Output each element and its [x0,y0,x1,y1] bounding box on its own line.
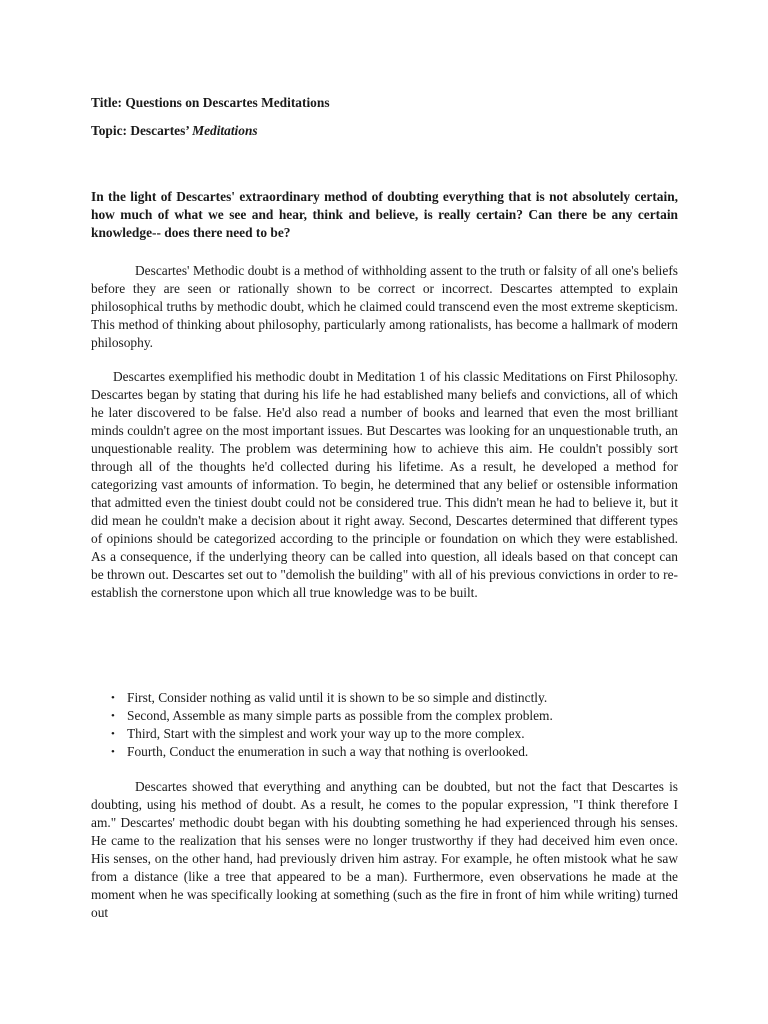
list-item [109,725,553,743]
list-item [109,689,553,707]
title-text: Title: Questions on Descartes Meditations [91,95,330,110]
rules-list [109,689,553,761]
list-item-text: Second, Assemble as many simple parts as possible from the complex problem. [127,708,553,723]
list-item [109,743,553,761]
bullet-icon: • [111,728,115,740]
paragraph-i-think: Descartes showed that everything and anything can be doubted, but not the fact that Descartes is doubting, using his method of doubt. As a result, he comes to the popular expression, "I think therefore I am." Descartes' methodic doubt began with his doubting something he had experienced through his senses. He came to the realization that his senses were no longer trustworthy if they had deceived him even once. His senses, on the other hand, had previously driven him astray. For example, he often mistook what he saw from a distance (like a tree that appeared to be a man). Furthermore, even observations he made at the moment when he was specifically looking at something (such as the fire in front of him while writing) turned out [91,779,678,920]
essay-question: In the light of Descartes' extraordinary method of doubting everything that is not absolutely certain, how much of what we see and hear, think and believe, is really certain? Can there be any certain knowledge-- does there need to be? [91,189,678,240]
list-item-text: Fourth, Conduct the enumeration in such a way that nothing is overlooked. [127,744,529,759]
list-item-text: Third, Start with the simplest and work your way up to the more complex. [127,726,525,741]
list-item-text: First, Consider nothing as valid until it is shown to be so simple and distinctly. [127,690,548,705]
bullet-icon: • [111,746,115,758]
bullet-icon: • [111,692,115,704]
topic-prefix: Topic: Descartes’ [91,123,193,138]
paragraph-meditation-one: Descartes exemplified his methodic doubt in Meditation 1 of his classic Meditations on First Philosophy. Descartes began by stating that during his life he had established many beliefs and convictions, all of which he later discovered to be false. He'd also read a number of books and learned that even the most brilliant minds couldn't agree on the most important issues. But Descartes was looking for an unquestionable truth, an unquestionable reality. The problem was determining how to achieve this aim. He couldn't possibly sort through all of the thoughts he'd collected during his lifetime. As a result, he developed a method for categorizing vast amounts of information. To begin, he determined that any belief or ostensible information that admitted even the tiniest doubt could not be considered true. This didn't mean he had to believe it, but it did mean he couldn't make a decision about it right away. Second, Descartes determined that different types of opinions should be categorized according to the principle or foundation on which they were established. As a consequence, if the underlying theory can be called into question, all ideals based on that concept can be thrown out. Descartes set out to "demolish the building" with all of his previous convictions in order to re-establish the cornerstone upon which all true knowledge was to be built. [91,369,678,600]
paragraph-methodic-doubt: Descartes' Methodic doubt is a method of withholding assent to the truth or falsity of all one's beliefs before they are seen or rationally shown to be correct or incorrect. Descartes attempted to explain philosophical truths by methodic doubt, which he claimed could transcend even the most extreme skepticism. This method of thinking about philosophy, particularly among rationalists, has become a hallmark of modern philosophy. [91,263,678,350]
document-title [91,94,330,112]
bullet-icon: • [111,710,115,722]
topic-italic-text: Meditations [192,123,258,138]
document-topic [91,122,258,140]
list-item [109,707,553,725]
